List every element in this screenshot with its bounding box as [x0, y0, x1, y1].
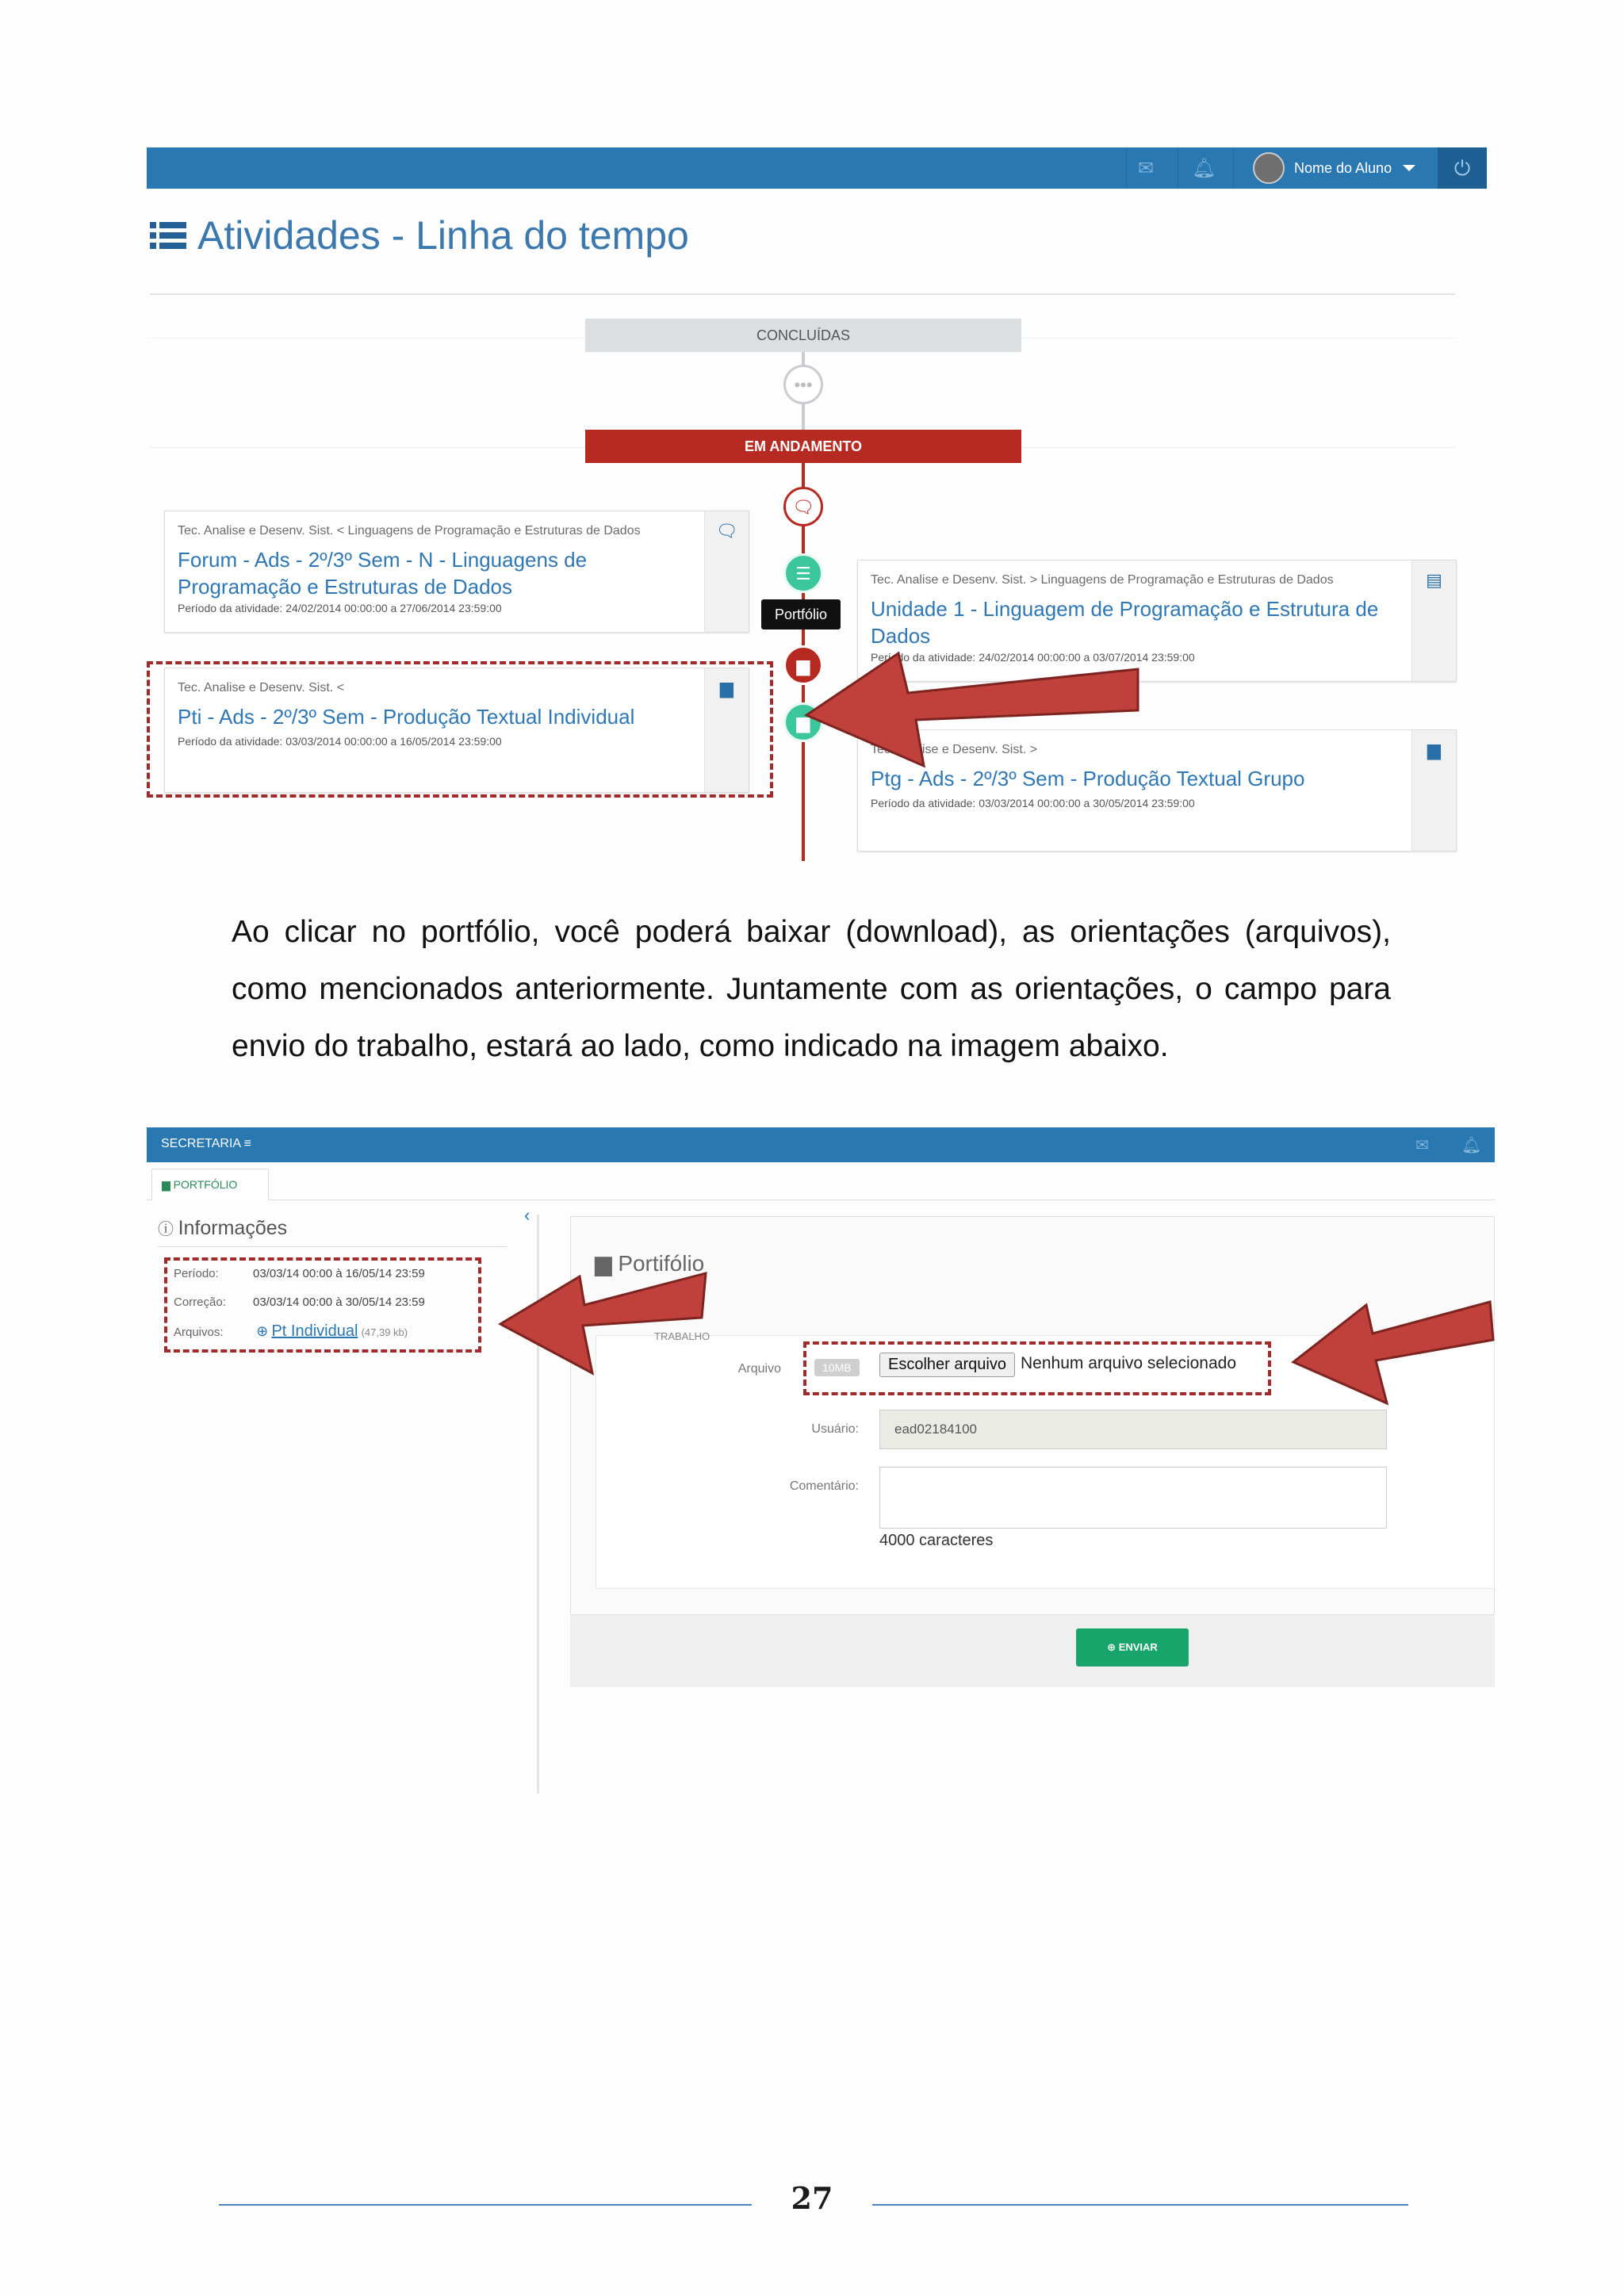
card-breadcrumb: Tec. Analise e Desenv. Sist. > [871, 743, 1038, 756]
info-title: Informações [178, 1217, 288, 1239]
no-file-text: Nenhum arquivo selecionado [1021, 1354, 1237, 1372]
more-icon[interactable]: ••• [783, 365, 823, 404]
page-number: 27 [791, 2180, 833, 2216]
download-icon[interactable]: ⊕ [256, 1323, 269, 1339]
send-button[interactable]: ⊕ ENVIAR [1076, 1628, 1189, 1667]
mail-icon[interactable]: ✉ [1415, 1137, 1429, 1154]
card-period: Período da atividade: 03/03/2014 00:00:00 a 16/05/2014 23:59:00 [178, 735, 502, 748]
briefcase-node-icon[interactable]: ▆ [783, 645, 823, 685]
secretaria-label[interactable]: SECRETARIA ≡ [161, 1137, 251, 1150]
chat-icon[interactable]: 🗨︎ [715, 521, 738, 541]
comment-textarea[interactable] [879, 1467, 1387, 1529]
info-period-row: Período: 03/03/14 00:00 à 16/05/14 23:59 [174, 1267, 425, 1280]
timeline-screenshot [147, 147, 1487, 861]
user-field: ead02184100 [879, 1410, 1387, 1449]
card-title[interactable]: Forum - Ads - 2º/3º Sem - N - Linguagens de Programação e Estruturas de Dados [178, 548, 588, 599]
briefcase-icon: ▆ [595, 1251, 619, 1276]
char-count: 4000 caracteres [879, 1532, 994, 1549]
red-arrow-right [1289, 1299, 1495, 1406]
page-title-text: Atividades - Linha do tempo [197, 213, 689, 258]
user-menu[interactable] [1253, 152, 1415, 184]
section-label: TRABALHO [654, 1330, 710, 1342]
card-period: Período da atividade: 24/02/2014 00:00:00 a 03/07/2014 23:59:00 [871, 651, 1195, 664]
card-period: Período da atividade: 24/02/2014 00:00:00 a 27/06/2014 23:59:00 [178, 602, 502, 614]
card-breadcrumb: Tec. Analise e Desenv. Sist. < Linguagens de Programação e Estruturas de Dados [178, 524, 641, 538]
size-badge: 10MB [814, 1359, 860, 1376]
red-arrow [797, 647, 1146, 782]
comment-label: Comentário: [789, 1479, 859, 1493]
file-size: (47,39 kb) [361, 1326, 408, 1338]
secretaria-bar [147, 1127, 1495, 1162]
briefcase-icon[interactable]: ▆ [1427, 740, 1441, 760]
briefcase-icon[interactable]: ▆ [720, 678, 733, 698]
card-title[interactable]: Ptg - Ads - 2º/3º Sem - Produção Textual Grupo [871, 767, 1305, 790]
caret-down-icon [1403, 165, 1415, 171]
portfolio-tooltip: Portfólio [761, 599, 841, 629]
portfolio-title: ▆ Portifólio [595, 1251, 705, 1276]
band-concluded[interactable]: CONCLUÍDAS [585, 319, 1021, 352]
tab-portfolio-label: PORTFÓLIO [173, 1178, 238, 1191]
panel-footer [570, 1614, 1495, 1687]
choose-file-button[interactable]: Escolher arquivo [879, 1353, 1015, 1377]
tab-portfolio[interactable] [151, 1169, 269, 1200]
info-files-row: Arquivos: ⊕ Pt Individual (47,39 kb) [174, 1322, 408, 1340]
user-name: Nome do Aluno [1294, 159, 1392, 176]
list-icon [150, 220, 186, 251]
file-link[interactable]: Pt Individual [271, 1322, 358, 1340]
collapse-icon[interactable]: ‹ [524, 1205, 530, 1225]
highlight-box-info [164, 1257, 481, 1353]
highlight-box-file [803, 1341, 1271, 1395]
user-label: Usuário: [811, 1422, 859, 1436]
portfolio-screenshot [147, 1127, 1495, 1793]
band-in-progress[interactable]: EM ANDAMENTO [585, 430, 1021, 463]
body-paragraph: Ao clicar no portfólio, você poderá baixar (download), as orientações (arquivos), como mencionados anteriormente. Juntamente com as orientações, o campo para envio do trabalho, estará ao lado, como indicado na imagem abaixo. [232, 915, 1391, 1063]
list-icon[interactable]: ▤ [1426, 570, 1442, 590]
card-title[interactable]: Pti - Ads - 2º/3º Sem - Produção Textual Individual [178, 705, 635, 729]
red-arrow-left [496, 1270, 710, 1381]
top-navbar [147, 147, 1487, 189]
list-node-icon[interactable]: ☰ [783, 553, 823, 593]
send-icon: ⊕ [1107, 1641, 1119, 1653]
power-icon[interactable]: ⏻ [1438, 147, 1487, 189]
info-correction-row: Correção: 03/03/14 00:00 à 30/05/14 23:59 [174, 1295, 425, 1309]
mail-icon[interactable]: ✉ [1138, 158, 1155, 179]
chat-node-icon[interactable]: 🗨︎ [783, 487, 823, 526]
briefcase-node-icon-2[interactable]: ▆ [783, 702, 823, 742]
footer-rule-right [872, 2204, 1408, 2206]
card-period: Período da atividade: 03/03/2014 00:00:00 a 30/05/2014 23:59:00 [871, 797, 1195, 809]
briefcase-icon: ▆ [162, 1178, 174, 1191]
info-icon: ⓘ [158, 1221, 178, 1238]
bell-icon[interactable]: 🔔︎ [1461, 1137, 1482, 1154]
arquivo-label: Arquivo [737, 1362, 781, 1376]
card-breadcrumb: Tec. Analise e Desenv. Sist. > Linguagens de Programação e Estruturas de Dados [871, 573, 1334, 587]
card-breadcrumb: Tec. Analise e Desenv. Sist. < [178, 681, 345, 695]
activity-card-forum[interactable] [164, 511, 749, 633]
avatar [1253, 152, 1285, 184]
footer-rule-left [219, 2204, 752, 2206]
bell-icon[interactable]: 🔔︎ [1192, 158, 1216, 179]
info-heading [158, 1216, 287, 1240]
highlight-box [147, 661, 773, 798]
page-title [150, 212, 689, 258]
card-title[interactable]: Unidade 1 - Linguagem de Programação e Estrutura de Dados [871, 597, 1379, 648]
